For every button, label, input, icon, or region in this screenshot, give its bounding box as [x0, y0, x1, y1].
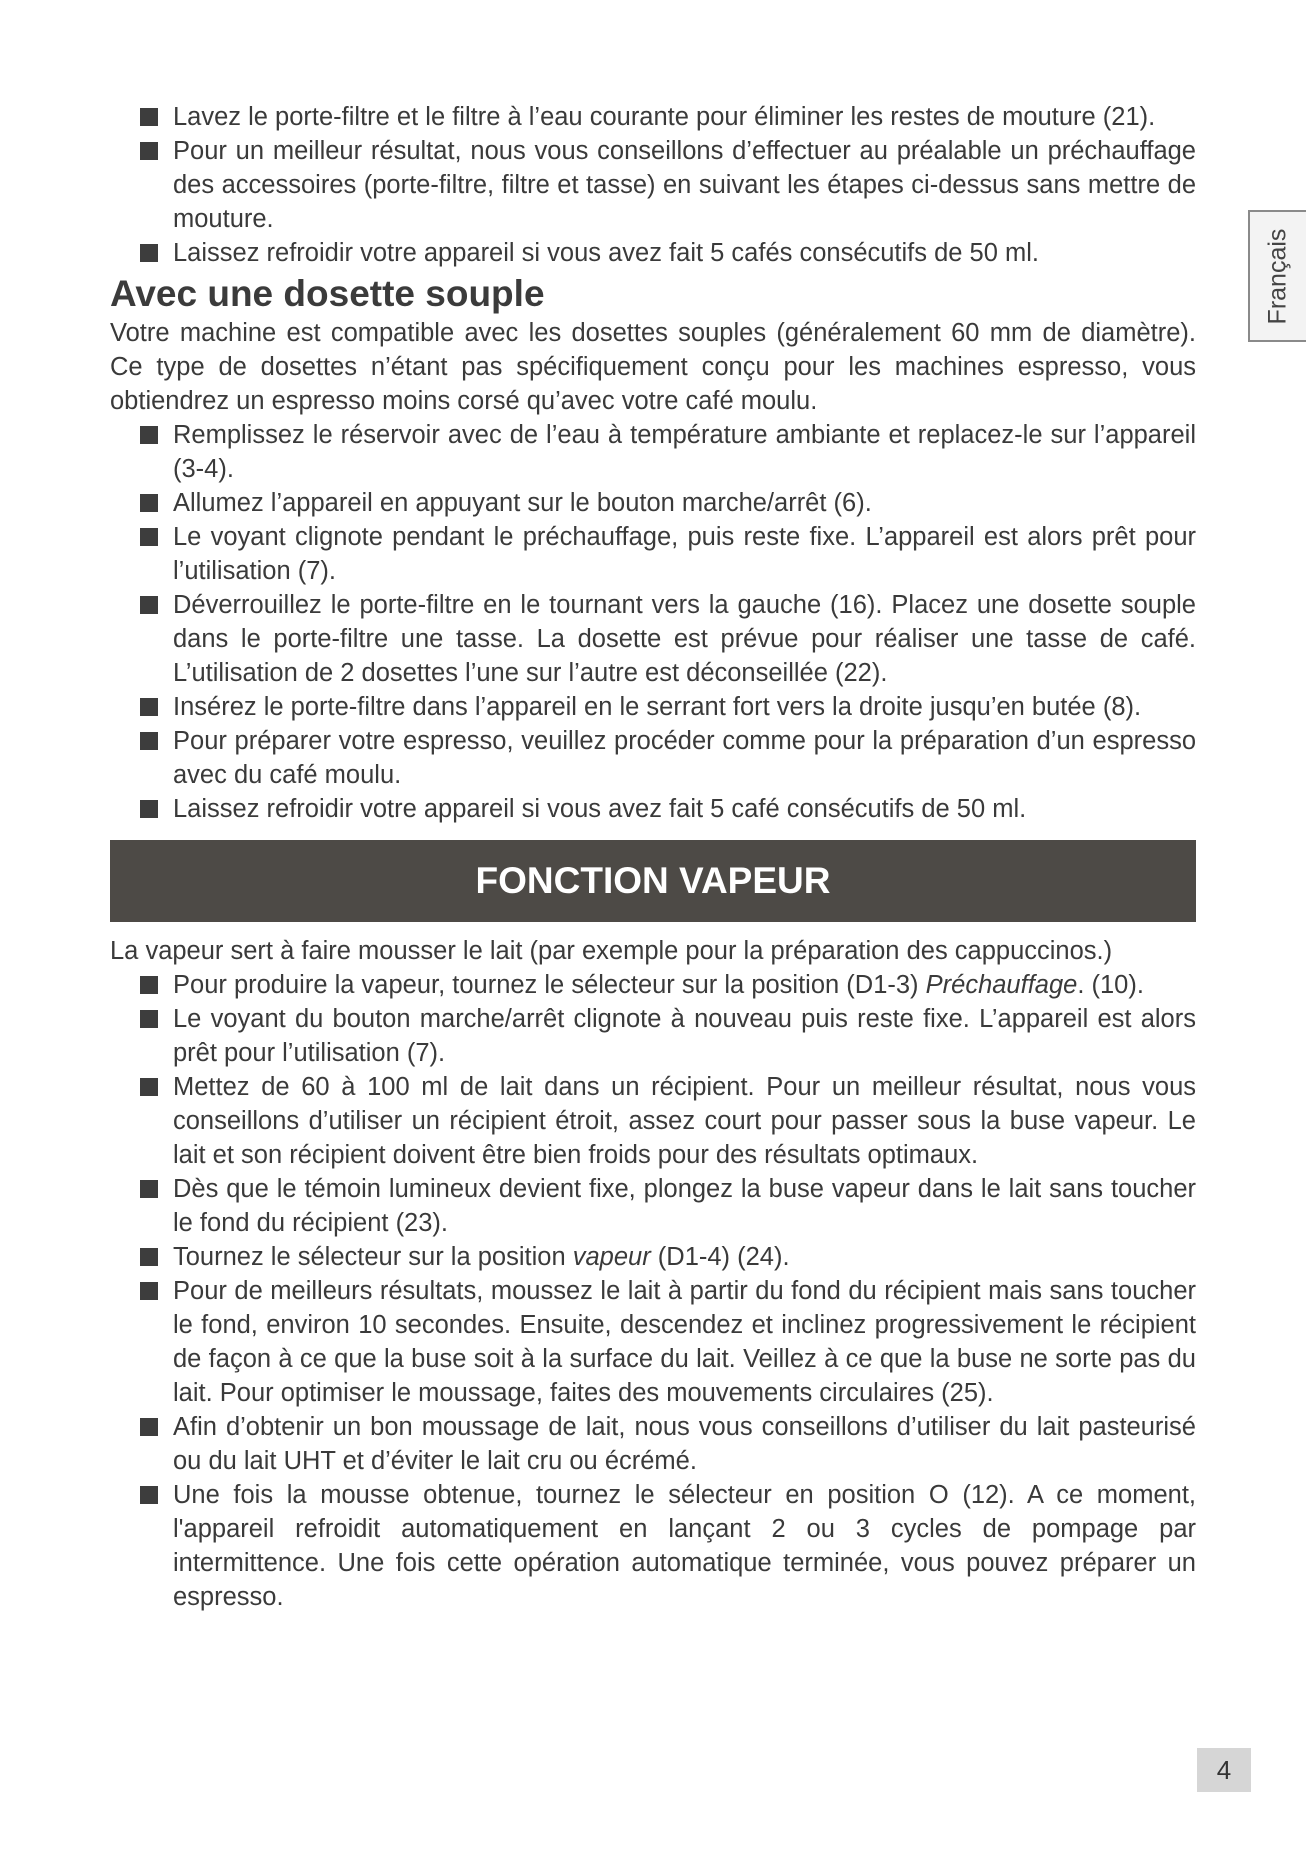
- bullet-square-icon: [140, 142, 158, 160]
- bullet-square-icon: [140, 800, 158, 818]
- list-item: Pour un meilleur résultat, nous vous conseillons d’effectuer au préalable un préchauffage des accessoires (porte-filtre, filtre et tasse) en suivant les étapes ci-dessus sans mettre de mouture.: [110, 134, 1196, 236]
- list-item: Insérez le porte-filtre dans l’appareil en le serrant fort vers la droite jusqu’en butée (8).: [110, 690, 1196, 724]
- section-banner-vapeur: [110, 840, 1196, 922]
- bullet-square-icon: [140, 596, 158, 614]
- list-item: Laissez refroidir votre appareil si vous avez fait 5 café consécutifs de 50 ml.: [110, 792, 1196, 826]
- bullet-square-icon: [140, 244, 158, 262]
- list-item: Le voyant du bouton marche/arrêt clignote à nouveau puis reste fixe. L’appareil est alors prêt pour l’utilisation (7).: [110, 1002, 1196, 1070]
- bullet-square-icon: [140, 494, 158, 512]
- section-title-dosette: Avec une dosette souple: [110, 273, 545, 314]
- bullet-square-icon: [140, 698, 158, 716]
- bullet-square-icon: [140, 1078, 158, 1096]
- bullet-square-icon: [140, 1486, 158, 1504]
- list-item: Pour de meilleurs résultats, moussez le lait à partir du fond du récipient mais sans toucher le fond, environ 10 secondes. Ensuite, descendez et inclinez progressivement le récipient de façon à ce que la buse soit à la surface du lait. Veillez à ce que la buse ne sorte pas du lait. Pour optimiser le moussage, faites des mouvements circulaires (25).: [110, 1274, 1196, 1410]
- vapeur-intro: La vapeur sert à faire mousser le lait (par exemple pour la préparation des cappuccinos.): [110, 937, 1113, 965]
- list-item: Dès que le témoin lumineux devient fixe, plongez la buse vapeur dans le lait sans toucher le fond du récipient (23).: [110, 1172, 1196, 1240]
- banner-title: FONCTION VAPEUR: [475, 860, 831, 901]
- bullet-square-icon: [140, 528, 158, 546]
- list-item: Déverrouillez le porte-filtre en le tournant vers la gauche (16). Placez une dosette souple dans le porte-filtre une tasse. La dosette est prévue pour réaliser une tasse de café. L’utilisation de 2 dosettes l’une sur l’autre est déconseillée (22).: [110, 588, 1196, 690]
- list-item: Mettez de 60 à 100 ml de lait dans un récipient. Pour un meilleur résultat, nous vous conseillons d’utiliser un récipient étroit, assez court pour passer sous la buse vapeur. Le lait et son récipient doivent être bien froids pour des résultats optimaux.: [110, 1070, 1196, 1172]
- dosette-intro: Votre machine est compatible avec les dosettes souples (généralement 60 mm de diamètre). Ce type de dosettes n’étant pas spécifiquement conçu pour les machines espresso, vous obtiendrez un espresso moins corsé qu’avec votre café moulu.: [110, 319, 1196, 415]
- bullet-square-icon: [140, 1418, 158, 1436]
- vapeur-bullet-list: [110, 968, 1196, 1614]
- bullet-square-icon: [140, 1248, 158, 1266]
- list-item: Une fois la mousse obtenue, tournez le sélecteur en position O (12). A ce moment, l'appareil refroidit automatiquement en lançant 2 ou 3 cycles de pompage par intermittence. Une fois cette opération automatique terminée, vous pouvez préparer un espresso.: [110, 1478, 1196, 1614]
- list-item: Tournez le sélecteur sur la position vapeur (D1-4) (24).: [110, 1240, 1196, 1274]
- page-content: [110, 100, 1196, 1614]
- list-item: Pour préparer votre espresso, veuillez procéder comme pour la préparation d’un espresso avec du café moulu.: [110, 724, 1196, 792]
- list-item: Le voyant clignote pendant le préchauffage, puis reste fixe. L’appareil est alors prêt pour l’utilisation (7).: [110, 520, 1196, 588]
- bullet-square-icon: [140, 1180, 158, 1198]
- intro-bullet-list: [110, 100, 1196, 270]
- list-item: Afin d’obtenir un bon moussage de lait, nous vous conseillons d’utiliser du lait pasteurisé ou du lait UHT et d’éviter le lait cru ou écrémé.: [110, 1410, 1196, 1478]
- bullet-square-icon: [140, 976, 158, 994]
- bullet-square-icon: [140, 1282, 158, 1300]
- list-item: Laissez refroidir votre appareil si vous avez fait 5 cafés consécutifs de 50 ml.: [110, 236, 1196, 270]
- dosette-bullet-list: [110, 418, 1196, 826]
- language-tab: [1248, 210, 1306, 342]
- bullet-square-icon: [140, 732, 158, 750]
- page-number: 4: [1197, 1748, 1251, 1792]
- list-item: Remplissez le réservoir avec de l’eau à température ambiante et replacez-le sur l’appareil (3-4).: [110, 418, 1196, 486]
- bullet-square-icon: [140, 108, 158, 126]
- list-item: Lavez le porte-filtre et le filtre à l’eau courante pour éliminer les restes de mouture (21).: [110, 100, 1196, 134]
- bullet-square-icon: [140, 1010, 158, 1028]
- list-item: Pour produire la vapeur, tournez le sélecteur sur la position (D1-3) Préchauffage. (10).: [110, 968, 1196, 1002]
- bullet-square-icon: [140, 426, 158, 444]
- language-tab-label: Français: [1263, 228, 1292, 324]
- list-item: Allumez l’appareil en appuyant sur le bouton marche/arrêt (6).: [110, 486, 1196, 520]
